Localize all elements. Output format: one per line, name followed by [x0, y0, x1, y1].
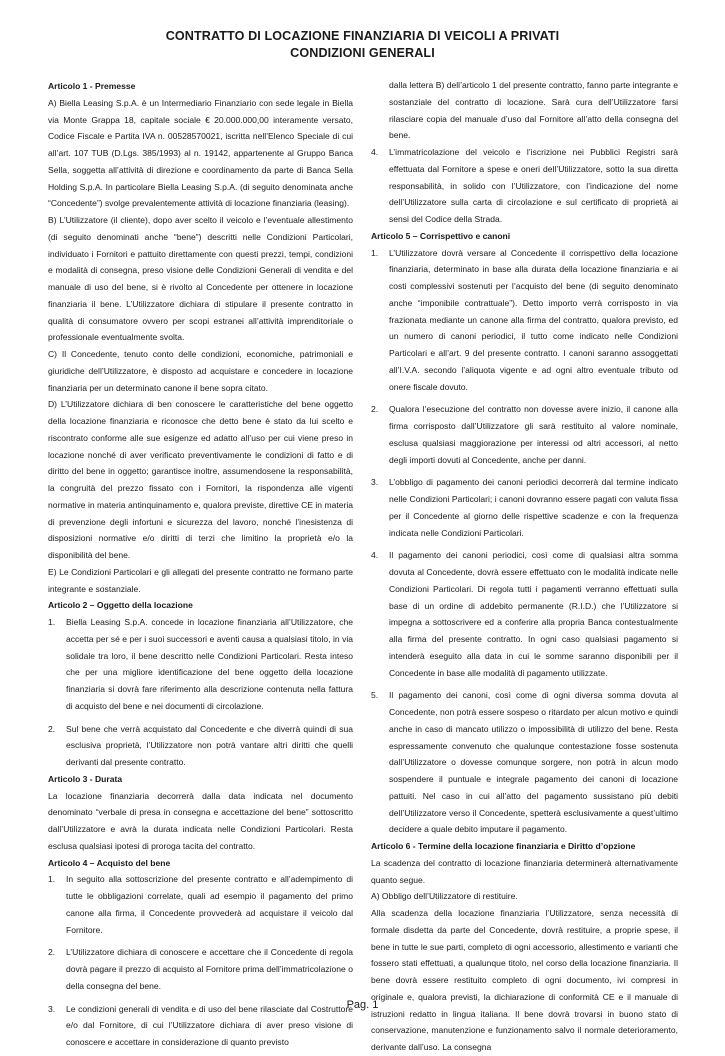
- page-number: Pag. 1: [346, 999, 379, 1011]
- item-text: Le condizioni generali di vendita e di uso del bene rilasciate dal Costruttore e/o dal Fornitore, di cui l’Utilizzatore dichiara di aver preso visione di conoscere e accettare in considerazione di quanto previsto: [66, 1003, 353, 1047]
- art6-heading: Articolo 6 - Termine della locazione finanziaria e Diritto d’opzione: [371, 841, 636, 851]
- list-item: [371, 687, 678, 838]
- item-number: 4.: [371, 550, 379, 561]
- list-item: [48, 944, 353, 994]
- art1-para-e: E) Le Condizioni Particolari e gli allegati del presente contratto ne formano parte integrante e sostanziale.: [48, 566, 353, 594]
- art4-heading: Articolo 4 – Acquisto del bene: [48, 857, 171, 868]
- document-subtitle: CONDIZIONI GENERALI: [290, 46, 435, 60]
- item-text: Il pagamento dei canoni, così come di ogni diversa somma dovuta al Concedente, non potrà essere sospeso o ritardato per alcun motivo e quindi anche in caso di mancato utilizzo o impossibilità di utilizzo del bene. Resta espressamente convenuto che qualunque contestazione fosse sostenuta dall’Utilizzatore o dovesse comunque sorgere, non potrà in alcun modo sospendere il puntuale e integrale pagamento dei canoni di locazione pattuiti. Nel caso in cui all’atto del pagamento sussistano più debiti dell’Utilizzatore verso il Concedente, spetterà esclusivamente a quest’ultimo decidere a quale debito imputare il pagamento.: [389, 690, 678, 835]
- item-number: 1.: [48, 874, 56, 885]
- list-item: [371, 401, 678, 468]
- item-number: 2.: [371, 404, 379, 415]
- art6-para-a: A) Obbligo dell’Utilizzatore di restituire.: [371, 891, 518, 902]
- art5-heading: Articolo 5 – Corrispettivo e canoni: [371, 230, 511, 241]
- right-column: [371, 77, 678, 1056]
- document-title: CONTRATTO DI LOCAZIONE FINANZIARIA DI VEICOLI A PRIVATI: [165, 29, 560, 43]
- item-text: Sul bene che verrà acquistato dal Concedente e che diverrà quindi di sua esclusiva proprietà, l’Utilizzatore non potrà vantare altri diritti che quelli derivanti dal presente contratto.: [66, 723, 353, 767]
- item-number: 4.: [371, 147, 379, 157]
- list-item: [48, 721, 353, 771]
- art2-heading: Articolo 2 – Oggetto della locazione: [48, 600, 193, 611]
- item-text: L’obbligo di pagamento dei canoni periodici decorrerà dal termine indicato nelle Condizioni Particolari; i canoni dovranno essere pagati con valuta fissa per il Concedente al giorno delle rispettive scadenze e con la frequenza indicata nelle Condizioni Particolari.: [389, 477, 678, 538]
- item-number: 3.: [48, 1003, 56, 1014]
- item-text: Il pagamento dei canoni periodici, così come di qualsiasi altra somma dovuta al Concedente, dovrà essere effettuato con le modalità indicate nelle Condizioni Particolari. Di regola tutti i pagamenti verranno effettuati sulla base di un ordine di addebito permanente (R.I.D.) che l’Utilizzatore si impegna a sottoscrivere ed a conferire alla propria Banca contestualmente alla firma del presente contratto. In ogni caso qualsiasi pagamento si intenderà eseguito alla data in cui le somme saranno disponibili per il Concedente in base alle modalità di pagamento utilizzate.: [389, 550, 678, 678]
- list-item: [48, 871, 353, 938]
- item-text: dalla lettera B) dell’articolo 1 del presente contratto, fanno parte integrante e sostanziale del contratto di locazione. Sarà cura dell’Utilizzatore farsi rilasciare copia del manuale d’uso dal Fornitore all’atto della consegna del bene.: [389, 80, 678, 141]
- item-number: 1.: [48, 617, 56, 627]
- art6-text: Alla scadenza della locazione finanziaria l’Utilizzatore, senza necessità di formale disdetta da parte del Concedente, dovrà restituire, a proprie spese, il bene in tutte le sue parti, completo di ogni accessorio, allestimento e varianti che fossero stati effettuati, a qualunque titolo, nel corso della locazione finanziaria. Il bene dovrà essere restituito completo di ogni documento, ivi compresi in originale e, qualora previsti, la dichiarazione di conformità CE e il manuale di istruzioni redatto in lingua italiana. Il bene dovrà trovarsi in buono stato di conservazione, manutenzione e funzionamento salvo il normale deterioramento, derivante dall’uso. La consegna: [371, 908, 678, 1052]
- art3-text: La locazione finanziaria decorrerà dalla data indicata nel documento denominato “verbale di presa in consegna e accettazione del bene” sottoscritto dall’Utilizzatore e avrà la durata indicata nelle Condizioni Particolari. Resta esclusa qualsiasi ipotesi di proroga tacita del contratto.: [48, 790, 353, 851]
- list-item: [371, 245, 678, 396]
- art6-intro: La scadenza del contratto di locazione finanziaria determinerà alternativamente quanto segue.: [371, 857, 678, 885]
- list-item: [371, 474, 678, 541]
- art1-para-d: D) L’Utilizzatore dichiara di ben conoscere le caratteristiche del bene oggetto della locazione finanziaria e riconosce che detto bene è stato da lui scelto e riscontrato conforme alle sue esigenze ed adatto all’uso per cui viene preso in locazione nonché di aver verificato preventivamente le condizioni di fatto e di diritto del bene in oggetto; garantisce inoltre, assumendosene la responsabilità, la congruità del prezzo fissato con i Fornitori, la rispondenza alle vigenti normative in materia antinquinamento e, qualora previste, direttive CE in materia di prevenzione degli infortuni e sicurezza del lavoro, nonché l’inesistenza di disposizioni normative e/o diritti di terzi che limitino la proprietà e/o la disponibilità del bene.: [48, 399, 353, 560]
- item-text: L’Utilizzatore dichiara di conoscere e accettare che il Concedente di regola dovrà pagare il prezzo di acquisto al Fornitore prima dell’immatricolazione o della consegna del bene.: [66, 947, 353, 991]
- item-number: 3.: [371, 477, 379, 488]
- item-text: Biella Leasing S.p.A. concede in locazione finanziaria all’Utilizzatore, che accetta per sé e per i suoi successori e aventi causa a qualsiasi titolo, in via solidale tra loro, il bene descritto nelle Condizioni Particolari. Resta inteso che per una migliore identificazione del bene oggetto della locazione finanziaria si dovrà fare riferimento alla descrizione contenuta nella fattura di acquisto del bene e nei documenti di circolazione.: [66, 617, 353, 711]
- art1-para-a: A) Biella Leasing S.p.A. è un Intermediario Finanziario con sede legale in Biella via Monte Grappa 18, capitale sociale € 20.000.000,00 interamente versato, Codice Fiscale e Partita IVA n. 00528570021, iscritta nell’Elenco Speciale di cui all’art. 107 TUB (D.Lgs. 385/1993) al n. 19142, appartenente al Gruppo Banca Sella, soggetta all’attività di direzione e coordinamento da parte di Banca Sella Holding S.p.A. In particolare Biella Leasing S.p.A. (di seguito denominata anche “Concedente”) svolge prevalentemente attività di locazione finanziaria (leasing).: [48, 97, 353, 209]
- item-text: L’Utilizzatore dovrà versare al Concedente il corrispettivo della locazione finanziaria, determinato in base alla durata della locazione finanziaria e ai costi complessivi sostenuti per l’acquisto del bene (di seguito denominato anche “imponibile contrattuale”). Detto importo verrà corrisposto in via frazionata mediante un canone alla firma del contratto, qualora previsto, ed un numero di canoni periodici, il tutto come indicato nelle Condizioni Particolari e all’art. 9 del presente contratto. I canoni saranno assoggettati all’I.V.A. secondo l’aliquota vigente e ad ogni altro eventuale tributo od onere fiscale dovuto.: [389, 247, 678, 392]
- item-text: L’immatricolazione del veicolo e l’iscrizione nei Pubblici Registri sarà effettuata dal Fornitore a spese e oneri dell’Utilizzatore, sotto la sua diretta responsabilità, in solido con l’Utilizzatore, con l’indicazione del nome dell’Utilizzatore sulla carta di circolazione e sul certificato di proprietà ai sensi del Codice della Strada.: [389, 147, 678, 224]
- item-number: 1.: [371, 247, 379, 258]
- list-item: [371, 547, 678, 681]
- item-text: In seguito alla sottoscrizione del presente contratto e all’adempimento di tutte le obbligazioni correlate, quali ad esempio il pagamento del primo canone alla firma, il Concedente provvederà ad acquistare il veicolo dal Fornitore.: [66, 874, 353, 935]
- item-number: 2.: [48, 947, 56, 958]
- list-item: [48, 614, 353, 715]
- item-text: Qualora l’esecuzione del contratto non dovesse avere inizio, il canone alla firma corrisposto dall’Utilizzatore gli sarà restituito al valore nominale, esclusa qualsiasi maggiorazione per interessi od altri accessori, al netto degli importi dovuti al Concedente, anche per danni.: [389, 404, 678, 465]
- art1-para-c: C) Il Concedente, tenuto conto delle condizioni, economiche, patrimoniali e giuridiche dell’Utilizzatore, è disposto ad acquistare e concedere in locazione finanziaria per un determinato canone il bene sopra citato.: [48, 349, 353, 393]
- left-column: [48, 78, 353, 1051]
- art3-heading: Articolo 3 - Durata: [48, 773, 123, 784]
- item-number: 5.: [371, 690, 379, 701]
- item-number: 2.: [48, 723, 56, 734]
- list-item: [371, 144, 678, 228]
- art1-para-b: B) L’Utilizzatore (il cliente), dopo aver scelto il veicolo e l’eventuale allestimento (di seguito denominati anche “bene”) descritti nelle Condizioni Particolari, individuato i Fornitori e pattuito direttamente con questi prezzi, tempi, condizioni e modalità di consegna, preso visione delle Condizioni Generali di vendita e del manuale di uso del bene, si è rivolto al Concedente per ottenere in locazione finanziaria il bene. L’Utilizzatore dichiara di stipulare il presente contratto in qualità di consumatore ovvero per scopi estranei all’attività imprenditoriale o professionale eventualmente svolta.: [48, 215, 353, 343]
- list-item-continuation: [371, 77, 678, 144]
- art1-heading: Articolo 1 - Premesse: [48, 81, 136, 91]
